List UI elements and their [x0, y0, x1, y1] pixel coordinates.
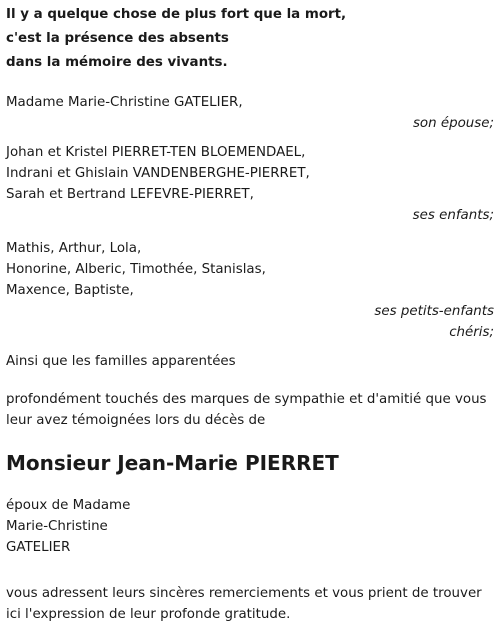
thanks-paragraph: [6, 583, 494, 625]
husband-of-section: [6, 495, 494, 558]
spouse-name: Madame Marie-Christine GATELIER,: [6, 95, 243, 110]
husband-of-line-1: époux de Madame: [6, 498, 131, 513]
obituary-thanks-document: [6, 0, 494, 625]
touched-line-2: leur avez témoignées lors du décès de: [6, 413, 266, 428]
children-role: ses enfants;: [412, 208, 494, 223]
child-line-3: Sarah et Bertrand LEFEVRE-PIERRET,: [6, 187, 254, 202]
grandchildren-role-1: ses petits-enfants: [374, 304, 494, 319]
thanks-line-1: vous adressent leurs sincères remerciements et vous prient de trouver: [6, 586, 482, 601]
spouse-section: [6, 92, 494, 134]
husband-of-line-3: GATELIER: [6, 540, 71, 555]
deceased-name: Monsieur Jean-Marie PIERRET: [6, 451, 339, 475]
grandchild-line-2: Honorine, Alberic, Timothée, Stanislas,: [6, 262, 266, 277]
grandchildren-section: [6, 238, 494, 343]
families-line: Ainsi que les familles apparentées: [6, 354, 236, 369]
quote-line-2: c'est la présence des absents: [6, 31, 229, 46]
grandchild-line-3: Maxence, Baptiste,: [6, 283, 134, 298]
spouse-role: son épouse;: [412, 116, 494, 131]
touched-paragraph: [6, 389, 494, 431]
quote: [6, 3, 494, 75]
children-section: [6, 142, 494, 226]
child-line-1: Johan et Kristel PIERRET-TEN BLOEMENDAEL,: [6, 145, 306, 160]
quote-line-1: Il y a quelque chose de plus fort que la mort,: [6, 7, 347, 22]
thanks-line-2: ici l'expression de leur profonde gratitude.: [6, 607, 291, 622]
grandchildren-role-2: chéris;: [449, 325, 494, 340]
child-line-2: Indrani et Ghislain VANDENBERGHE-PIERRET,: [6, 166, 310, 181]
husband-of-line-2: Marie-Christine: [6, 519, 108, 534]
touched-line-1: profondément touchés des marques de sympathie et d'amitié que vous: [6, 392, 487, 407]
grandchild-line-1: Mathis, Arthur, Lola,: [6, 241, 142, 256]
quote-line-3: dans la mémoire des vivants.: [6, 55, 228, 70]
